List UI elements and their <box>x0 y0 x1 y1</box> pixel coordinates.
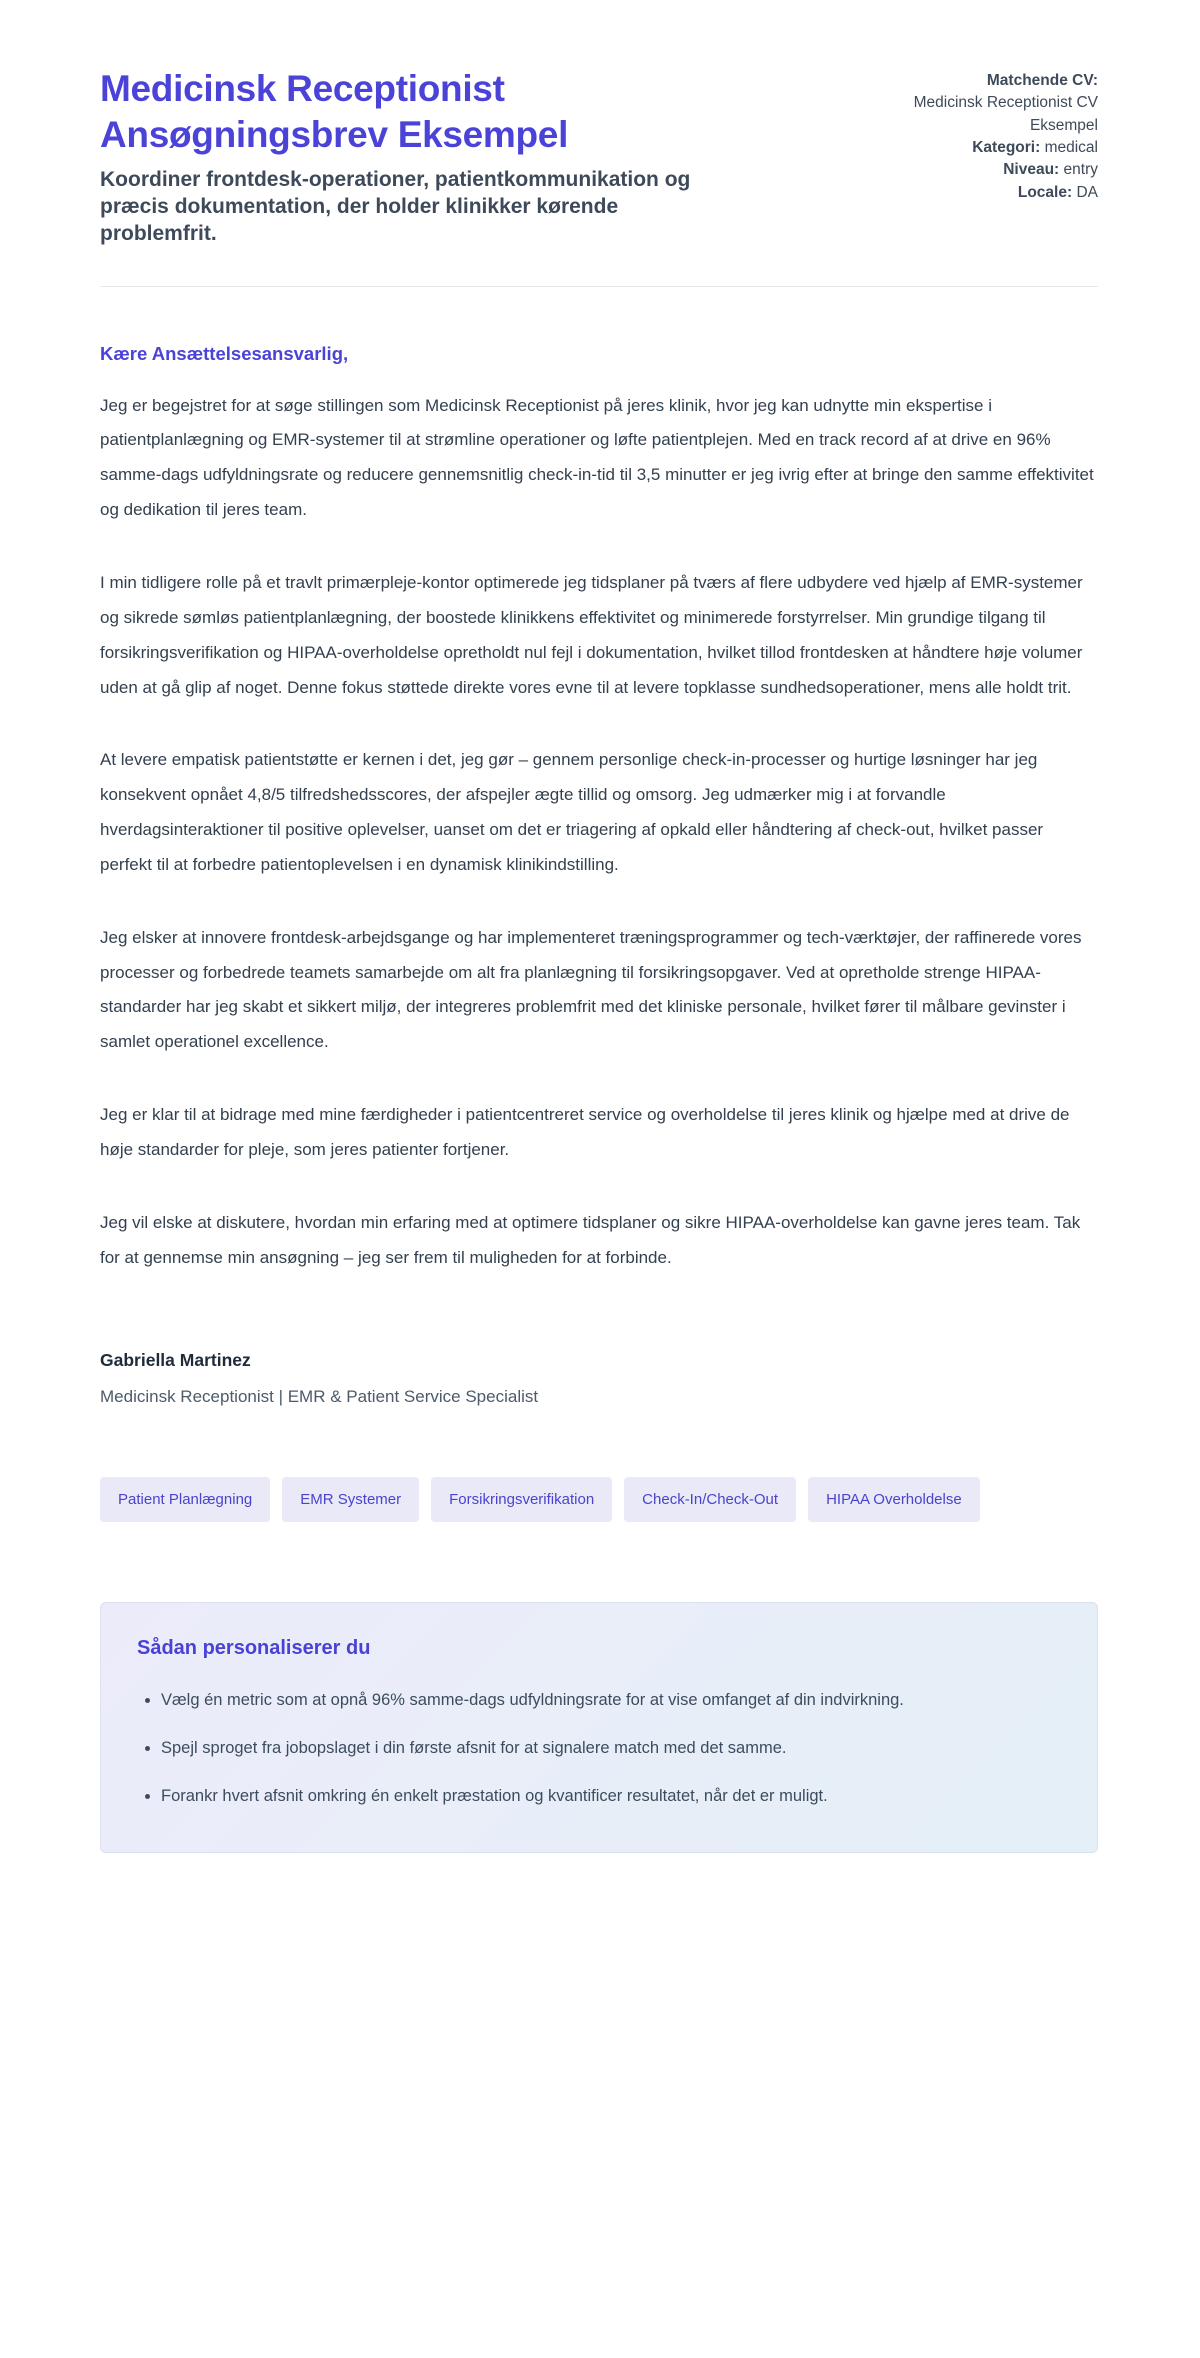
meta-level-label: Niveau: <box>1003 161 1060 179</box>
page-subtitle: Koordiner frontdesk-operationer, patientkommunikation og præcis dokumentation, der holder klinikker kørende problemfrit. <box>100 167 691 246</box>
letter-paragraph: Jeg er begejstret for at søge stillingen som Medicinsk Receptionist på jeres klinik, hvor jeg kan udnytte min ekspertise i patientplanlægning og EMR-systemer til at strømline operationer og løfte patientplejen. Med en track record af at drive en 96% samme-dags udfyldningsrate og reducere gennemsnitlig check-in-tid til 3,5 minutter er jeg ivrig efter at bringe den samme effektivitet og dedikation til jeres team. <box>100 395 1094 520</box>
letter-paragraph: Jeg vil elske at diskutere, hvordan min erfaring med at optimere tidsplaner og sikre HIPAA-overholdelse kan gavne jeres team. Tak for at gennemse min ansøgning – jeg ser frem til muligheden for at forbinde. <box>100 1212 1081 1267</box>
letter-paragraph: I min tidligere rolle på et travlt primærpleje-kontor optimerede jeg tidsplaner på tværs af flere udbydere ved hjælp af EMR-systemer og sikrede sømløs patientplanlægning, der boostede klinikkens effektivitet og minimerede forstyrrelser. Min grundige tilgang til forsikringsverifikation og HIPAA-overholdelse opretholdt nul fejl i dokumentation, hvilket tillod frontdesken at håndtere høje volumer uden at gå glip af noget. Denne fokus støttede direkte vores evne til at levere topklasse sundhedsoperationer, mens alle holdt trit. <box>100 573 1083 697</box>
meta-matching-cv <box>858 70 1098 137</box>
meta-category-value: medical <box>1044 138 1098 156</box>
letter-body <box>100 343 1098 1407</box>
tip-item: • Forankr hvert afsnit omkring én enkelt præstation og kvantificer resultatet, når det er muligt. <box>161 1780 1041 1812</box>
signature-name: Gabriella Martinez <box>100 1349 251 1370</box>
skill-tag: Patient Planlægning <box>100 1477 270 1522</box>
skill-tag: HIPAA Overholdelse <box>808 1477 980 1522</box>
meta-matching-cv-label: Matchende CV: <box>986 72 1098 89</box>
signature-role: Medicinsk Receptionist | EMR & Patient Service Specialist <box>100 1386 539 1406</box>
header-title-block <box>100 66 740 248</box>
meta-locale-label: Locale: <box>1017 183 1073 201</box>
meta-locale-value: DA <box>1076 183 1098 201</box>
skill-tags <box>100 1477 1098 1522</box>
page-header <box>100 66 1098 248</box>
tips-list <box>137 1684 1061 1813</box>
tip-item: • Spejl sproget fra jobopslaget i din første afsnit for at signalere match med det samme. <box>161 1732 1041 1764</box>
header-divider <box>100 286 1098 287</box>
personalization-tips-box <box>100 1602 1098 1854</box>
meta-level-value: entry <box>1063 161 1098 179</box>
letter-paragraph: At levere empatisk patientstøtte er kernen i det, jeg gør – gennem personlige check-in-processer og hurtige løsninger har jeg konsekvent opnået 4,8/5 tilfredshedsscores, der afspejler ægte tillid og omsorg. Jeg udmærker mig i at forvandle hverdagsinteraktioner til positive oplevelser, uanset om det er triagering af opkald eller håndtering af check-out, hvilket passer perfekt til at forbedre patientoplevelsen i en dynamisk klinikindstilling. <box>100 750 1044 874</box>
meta-block <box>858 66 1098 204</box>
letter-paragraph: Jeg elsker at innovere frontdesk-arbejdsgange og har implementeret træningsprogrammer og tech-værktøjer, der raffinerede vores processer og forbedrede teamets samarbejde om alt fra planlægning til forsikringsopgaver. Ved at opretholde strenge HIPAA-standarder har jeg skabt et sikkert miljø, der integreres problemfrit med det kliniske personale, hvilket fører til målbare gevinster i samlet operationel excellence. <box>100 927 1082 1052</box>
meta-category <box>858 137 1098 159</box>
skill-tag: Forsikringsverifikation <box>431 1477 612 1522</box>
signature-block <box>100 1350 1098 1407</box>
skill-tag: Check-In/Check-Out <box>624 1477 796 1522</box>
letter-greeting: Kære Ansættelsesansvarlig, <box>100 342 349 364</box>
meta-category-label: Kategori: <box>972 138 1041 156</box>
letter-paragraphs <box>100 389 1098 1276</box>
tips-title: Sådan personaliserer du <box>137 1636 371 1659</box>
meta-locale <box>858 182 1098 204</box>
meta-level <box>858 159 1098 181</box>
letter-paragraph: Jeg er klar til at bidrage med mine færdigheder i patientcentreret service og overholdelse til jeres klinik og hjælpe med at drive de høje standarder for pleje, som jeres patienter fortjener. <box>100 1105 1070 1159</box>
skill-tag: EMR Systemer <box>282 1477 419 1522</box>
page-title: Medicinsk Receptionist Ansøgningsbrev Eksempel <box>100 68 569 155</box>
tip-item: • Vælg én metric som at opnå 96% samme-dags udfyldningsrate for at vise omfanget af din indvirkning. <box>161 1684 1041 1716</box>
meta-matching-cv-value: Medicinsk Receptionist CV Eksempel <box>913 94 1098 134</box>
